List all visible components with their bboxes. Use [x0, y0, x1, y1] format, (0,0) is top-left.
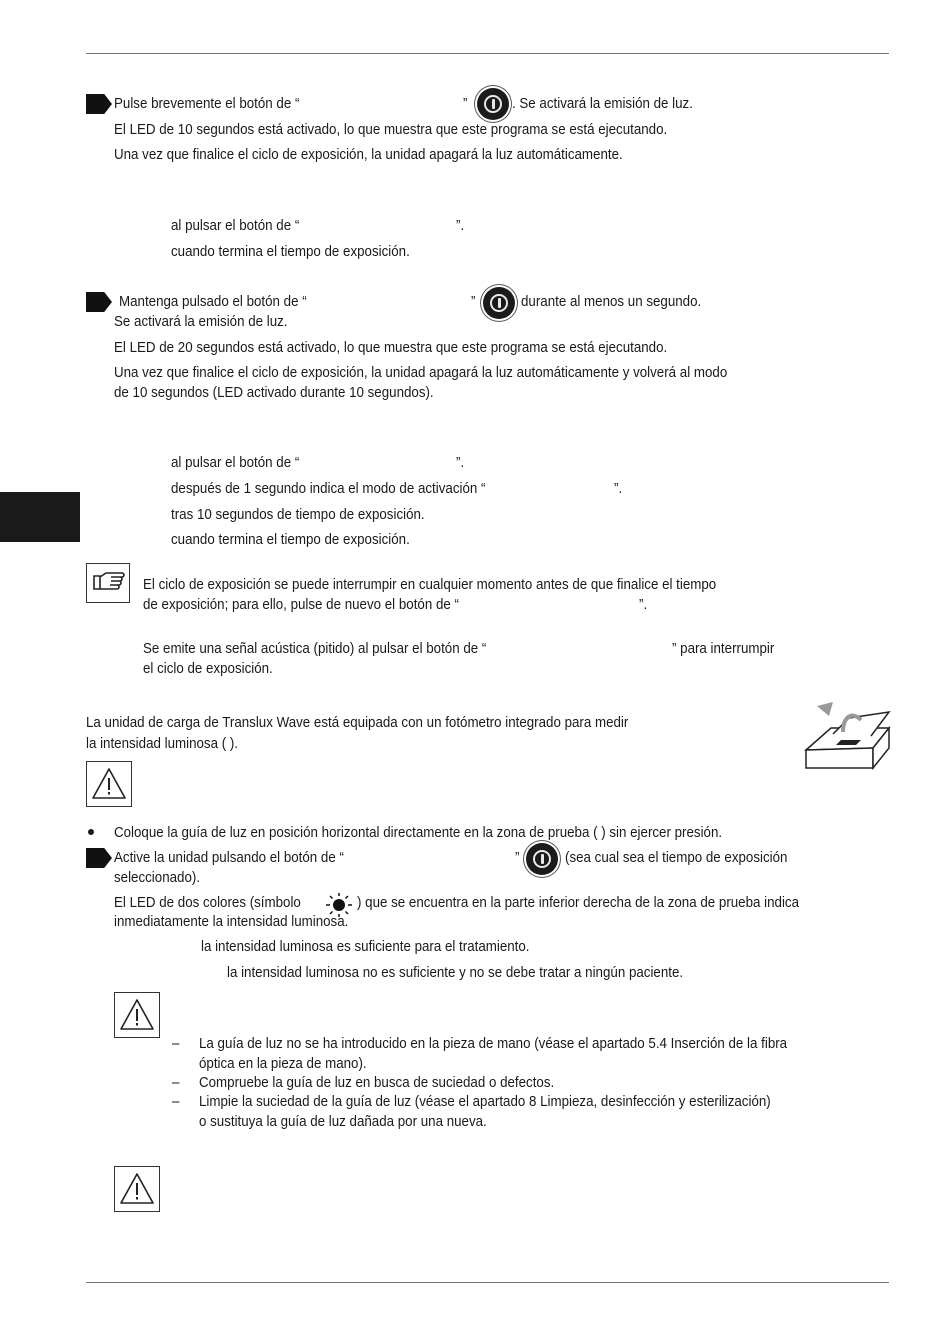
signal-2c: tras 10 segundos de tiempo de exposición. [171, 507, 425, 523]
top-rule [86, 53, 889, 54]
cause-2-line-1: Compruebe la guía de luz en busca de suciedad o defectos. [199, 1075, 555, 1091]
cause-1-line-2: óptica en la pieza de mano). [199, 1056, 367, 1072]
intensity-ok-text: la intensidad luminosa es suficiente para el tratamiento. [201, 939, 530, 955]
step-arrow-icon [86, 292, 112, 312]
signal-1b: cuando termina el tiempo de exposición. [171, 244, 410, 260]
note-line-4: el ciclo de exposición. [143, 661, 273, 677]
cause-1-line-1: La guía de luz no se ha introducido en la pieza de mano (véase el apartado 5.4 Inserción de la fibra [199, 1036, 788, 1052]
bullet-dot [88, 829, 94, 835]
led-text-a: El LED de dos colores (símbolo [114, 895, 301, 911]
led-text-c: inmediatamente la intensidad luminosa. [114, 914, 349, 930]
power-button-icon [477, 88, 509, 120]
step2-close-quote: ” [471, 294, 476, 310]
chapter-tab [0, 492, 80, 542]
power-button-icon [526, 843, 558, 875]
auto-off-text: Una vez que finalice el ciclo de exposición, la unidad apagará la luz automáticamente. [114, 147, 623, 163]
step3-close-quote: ” [515, 850, 520, 866]
cause-dash: – [172, 1075, 180, 1091]
bottom-rule [86, 1282, 889, 1283]
step3-after: (sea cual sea el tiempo de exposición [565, 850, 788, 866]
note-line-3-close: ” para interrumpir [672, 641, 775, 657]
warning-triangle-icon [114, 992, 160, 1038]
led-text-b: ) que se encuentra en la parte inferior derecha de la zona de prueba indica [357, 895, 800, 911]
led10-text: El LED de 10 segundos está activado, lo que muestra que este programa se está ejecutando. [114, 122, 668, 138]
power-button-icon [483, 287, 515, 319]
intensity-bad-text: la intensidad luminosa no es suficiente y no se debe tratar a ningún paciente. [227, 965, 684, 981]
step-arrow-icon [86, 94, 112, 114]
note-line-1: El ciclo de exposición se puede interrumpir en cualquier momento antes de que finalice el tiempo [143, 577, 717, 593]
photometer-intro-2: la intensidad luminosa ( ). [86, 736, 239, 752]
step2-text: Mantenga pulsado el botón de “ [119, 294, 307, 310]
cause-dash: – [172, 1036, 180, 1052]
led20-text: El LED de 20 segundos está activado, lo que muestra que este programa se está ejecutando. [114, 340, 668, 356]
step-arrow-icon [86, 848, 112, 868]
photometer-intro-1: La unidad de carga de Translux Wave está equipada con un fotómetro integrado para medir [86, 715, 629, 731]
cause-3-line-2: o sustituya la guía de luz dañada por una nueva. [199, 1114, 487, 1130]
note-line-2: de exposición; para ello, pulse de nuevo el botón de “ [143, 597, 459, 613]
signal-2b: después de 1 segundo indica el modo de activación “ [171, 481, 486, 497]
signal-1a: al pulsar el botón de “ [171, 218, 300, 234]
step1-after: . Se activará la emisión de luz. [512, 96, 693, 112]
signal-2a-close: ”. [456, 455, 465, 471]
signal-1a-close: ”. [456, 218, 465, 234]
step1-text: Pulse brevemente el botón de “ [114, 96, 300, 112]
signal-2a: al pulsar el botón de “ [171, 455, 300, 471]
warning-triangle-icon [114, 1166, 160, 1212]
note-line-3: Se emite una señal acústica (pitido) al pulsar el botón de “ [143, 641, 487, 657]
warning-triangle-icon [86, 761, 132, 807]
signal-2b-close: ”. [614, 481, 623, 497]
cause-3-line-1: Limpie la suciedad de la guía de luz (véase el apartado 8 Limpieza, desinfección y esterilización) [199, 1094, 771, 1110]
cause-dash: – [172, 1094, 180, 1110]
pointing-hand-icon [86, 563, 130, 603]
step2-after: durante al menos un segundo. [521, 294, 702, 310]
signal-2d: cuando termina el tiempo de exposición. [171, 532, 410, 548]
step2-cont: Se activará la emisión de luz. [114, 314, 288, 330]
auto-off-text-2a: Una vez que finalice el ciclo de exposición, la unidad apagará la luz automáticamente y volverá al modo [114, 365, 728, 381]
charging-unit-illustration [803, 696, 893, 772]
auto-off-text-2b: de 10 segundos (LED activado durante 10 segundos). [114, 385, 434, 401]
step3-cont: seleccionado). [114, 870, 201, 886]
step3-text: Active la unidad pulsando el botón de “ [114, 850, 344, 866]
bullet-place-guide: Coloque la guía de luz en posición horizontal directamente en la zona de prueba ( ) sin ejercer presión. [114, 825, 723, 841]
note-line-2-close: ”. [639, 597, 648, 613]
step1-close-quote: ” [463, 96, 468, 112]
